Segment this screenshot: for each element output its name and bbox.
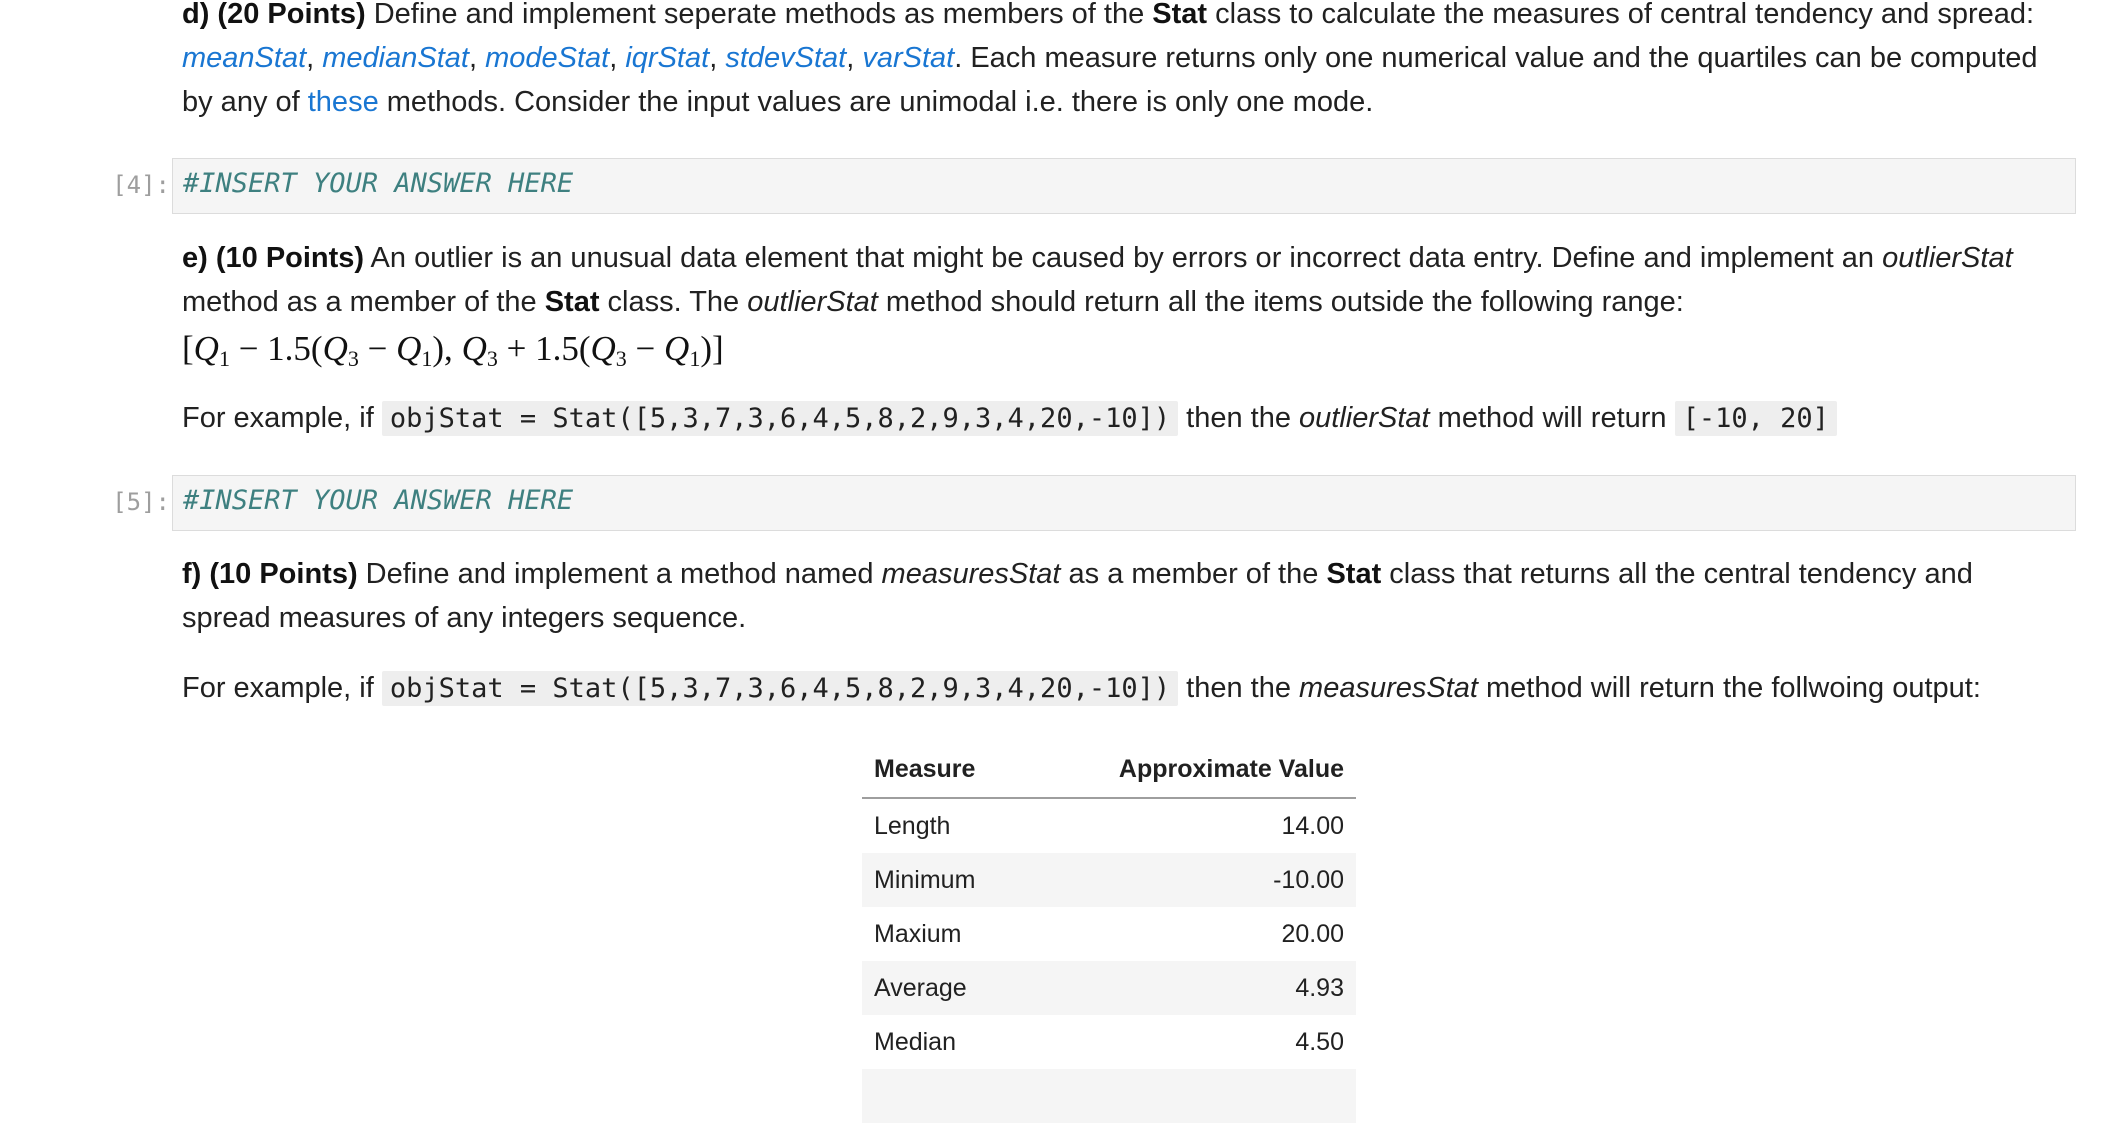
table-row	[862, 1015, 1356, 1069]
table-row	[862, 961, 1356, 1015]
link-iqrStat[interactable]: iqrStat	[625, 42, 710, 74]
part-e-markdown	[182, 236, 2064, 441]
measure-value: 4.50	[1295, 1027, 1344, 1056]
part-e-example-code: objStat = Stat([5,3,7,3,6,4,5,8,2,9,3,4,20,-10])	[382, 401, 1178, 436]
part-f-markdown	[182, 552, 2064, 711]
table-row	[862, 853, 1356, 907]
measure-name: Average	[862, 961, 1027, 1015]
part-f-example-code: objStat = Stat([5,3,7,3,6,4,5,8,2,9,3,4,20,-10])	[382, 671, 1178, 706]
part-e-label: e) (10 Points)	[182, 242, 365, 274]
measure-value: -10.00	[1027, 853, 1356, 907]
cell-5-code[interactable]: #INSERT YOUR ANSWER HERE	[183, 485, 574, 516]
part-e-example-result: [-10, 20]	[1675, 401, 1837, 436]
link-modeStat[interactable]: modeStat	[485, 42, 610, 74]
header-measure: Measure	[862, 742, 1027, 798]
cell-4-code[interactable]: #INSERT YOUR ANSWER HERE	[183, 168, 574, 199]
part-e-paragraph: e) (10 Points) An outlier is an unusual data element that might be caused by errors or incorrect data entry. Define and implement an outlierStat method as a member of the Stat class. The outlierStat method should return all the items outside the following range:	[182, 242, 2013, 318]
link-meanStat[interactable]: meanStat	[182, 42, 307, 74]
cell-5-prompt: [5]:	[112, 488, 170, 516]
link-varStat[interactable]: varStat	[862, 42, 955, 74]
part-f-paragraph: f) (10 Points) Define and implement a method named measuresStat as a member of the Stat class that returns all the central tendency and spread measures of any integers sequence.	[182, 558, 1973, 634]
outlier-range-formula: [$Q_1 - 1.5(Q_3 - Q_1)$, $Q_3 + 1.5(Q_3 - Q_1)$]	[182, 329, 724, 371]
part-e-example: For example, if objStat = Stat([5,3,7,3,6,4,5,8,2,9,3,4,20,-10]) then the outlierStat method will return [-10, 20]	[182, 396, 2064, 441]
measure-value: 4.93	[1027, 961, 1356, 1015]
table-row-partial	[862, 1069, 1356, 1123]
measure-name: Median	[874, 1027, 956, 1056]
part-d-paragraph: d) (20 Points) Define and implement seperate methods as members of the Stat class to calculate the measures of central tendency and spread: meanStat, medianStat, modeStat, iqrStat, stdevStat, varStat. Each measure returns only one numerical value and the quartiles can be computed by any of these methods. Consider the input values are unimodal i.e. there is only one mode.	[182, 0, 2038, 118]
cell-4-prompt: [4]:	[112, 171, 170, 199]
table-row	[862, 907, 1356, 961]
measures-table	[862, 742, 1356, 1123]
table-row	[862, 798, 1356, 853]
part-f-example: For example, if objStat = Stat([5,3,7,3,6,4,5,8,2,9,3,4,20,-10]) then the measuresStat method will return the follwoing output:	[182, 672, 1981, 704]
measure-value: 20.00	[1281, 919, 1344, 948]
measure-name: Minimum	[862, 853, 1027, 907]
link-medianStat[interactable]: medianStat	[322, 42, 469, 74]
measure-name: Length	[874, 811, 951, 840]
cell-5-editor[interactable]	[172, 475, 2076, 531]
link-these[interactable]: these	[307, 86, 379, 118]
part-f-label: f) (10 Points)	[182, 558, 358, 590]
header-approximate-value: Approximate Value	[1027, 742, 1356, 798]
part-d-markdown	[182, 0, 2064, 124]
measure-name: Maxium	[874, 919, 962, 948]
table-header-row	[862, 742, 1356, 798]
part-d-label: d) (20 Points)	[182, 0, 366, 30]
measure-value: 14.00	[1281, 811, 1344, 840]
cell-4-editor[interactable]	[172, 158, 2076, 214]
link-stdevStat[interactable]: stdevStat	[725, 42, 847, 74]
